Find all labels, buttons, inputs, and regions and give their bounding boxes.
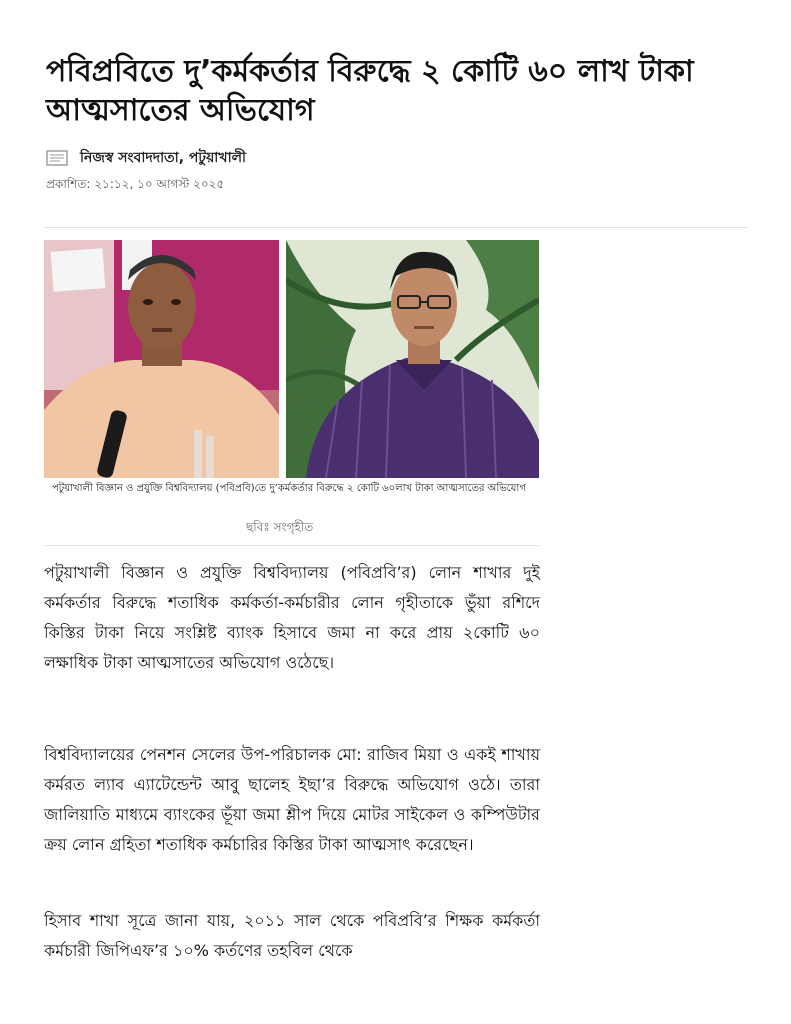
article-paragraph-1: পটুয়াখালী বিজ্ঞান ও প্রযুক্তি বিশ্ববিদ্যালয় (পবিপ্রবি’র) লোন শাখার দুই কর্মকর্তার বিরুদ্ধে শতাধিক কর্মকর্তা-কর্মচারীর লোন গৃহীতাকে ভুঁয়া রশিদে কিস্তির টাকা নিয়ে সংশ্লিষ্ট ব্যাংক হিসাবে জমা না করে প্রায় ২কোটি ৬০ লক্ষাধিক টাকা আত্মসাতের অভিযোগ ওঠেছে। xyxy=(44,563,540,672)
divider xyxy=(44,545,539,546)
photo-left-person xyxy=(44,240,279,478)
byline-row xyxy=(46,146,246,170)
photo-credit: ছবিঃ সংগৃহীত xyxy=(246,520,314,534)
article-paragraph-2: বিশ্ববিদ্যালয়ের পেনশন সেলের উপ-পরিচালক মো: রাজিব মিয়া ও একই শাখায় কর্মরত ল্যাব এ্যাটেন্ডেন্ট আবু ছালেহ ইছা’র বিরুদ্ধে অভিযোগ ওঠে। তারা জালিয়াতি মাধ্যমে ব্যাংকের ভূঁয়া জমা শ্লীপ দিয়ে মোটর সাইকেল ও কম্পিউটার ক্রয় লোন গ্রহিতা শতাধিক কর্মচারির কিস্তির টাকা আত্মসাৎ করেছেন। xyxy=(44,745,540,854)
article-headline: পবিপ্রবিতে দু’কর্মকর্তার বিরুদ্ধে ২ কোটি ৬০ লাখ টাকা আত্মসাতের অভিযোগ xyxy=(46,54,694,128)
article-paragraph-3: হিসাব শাখা সূত্রে জানা যায়, ২০১১ সাল থেকে পবিপ্রবি’র শিক্ষক কর্মকর্তা কর্মচারী জিপিএফ’র ১০% কর্তণের তহবিল থেকে xyxy=(44,911,540,960)
divider xyxy=(44,227,748,228)
photo-right-person xyxy=(286,240,539,478)
published-date: প্রকাশিত: ২১:১২, ১০ আগস্ট ২০২৫ xyxy=(46,177,225,191)
photo-caption: পটুয়াখালী বিজ্ঞান ও প্রযুক্তি বিশ্ববিদ্যালয় (পবিপ্রবি)তে দু’কর্মকর্তার বিরুদ্ধে ২ কোটি ৬০লাখ টাকা আত্মসাতের অভিযোগ xyxy=(52,483,526,494)
byline-author[interactable]: নিজস্ব সংবাদদাতা, পটুয়াখালী xyxy=(80,150,247,166)
newspaper-icon xyxy=(46,150,68,166)
